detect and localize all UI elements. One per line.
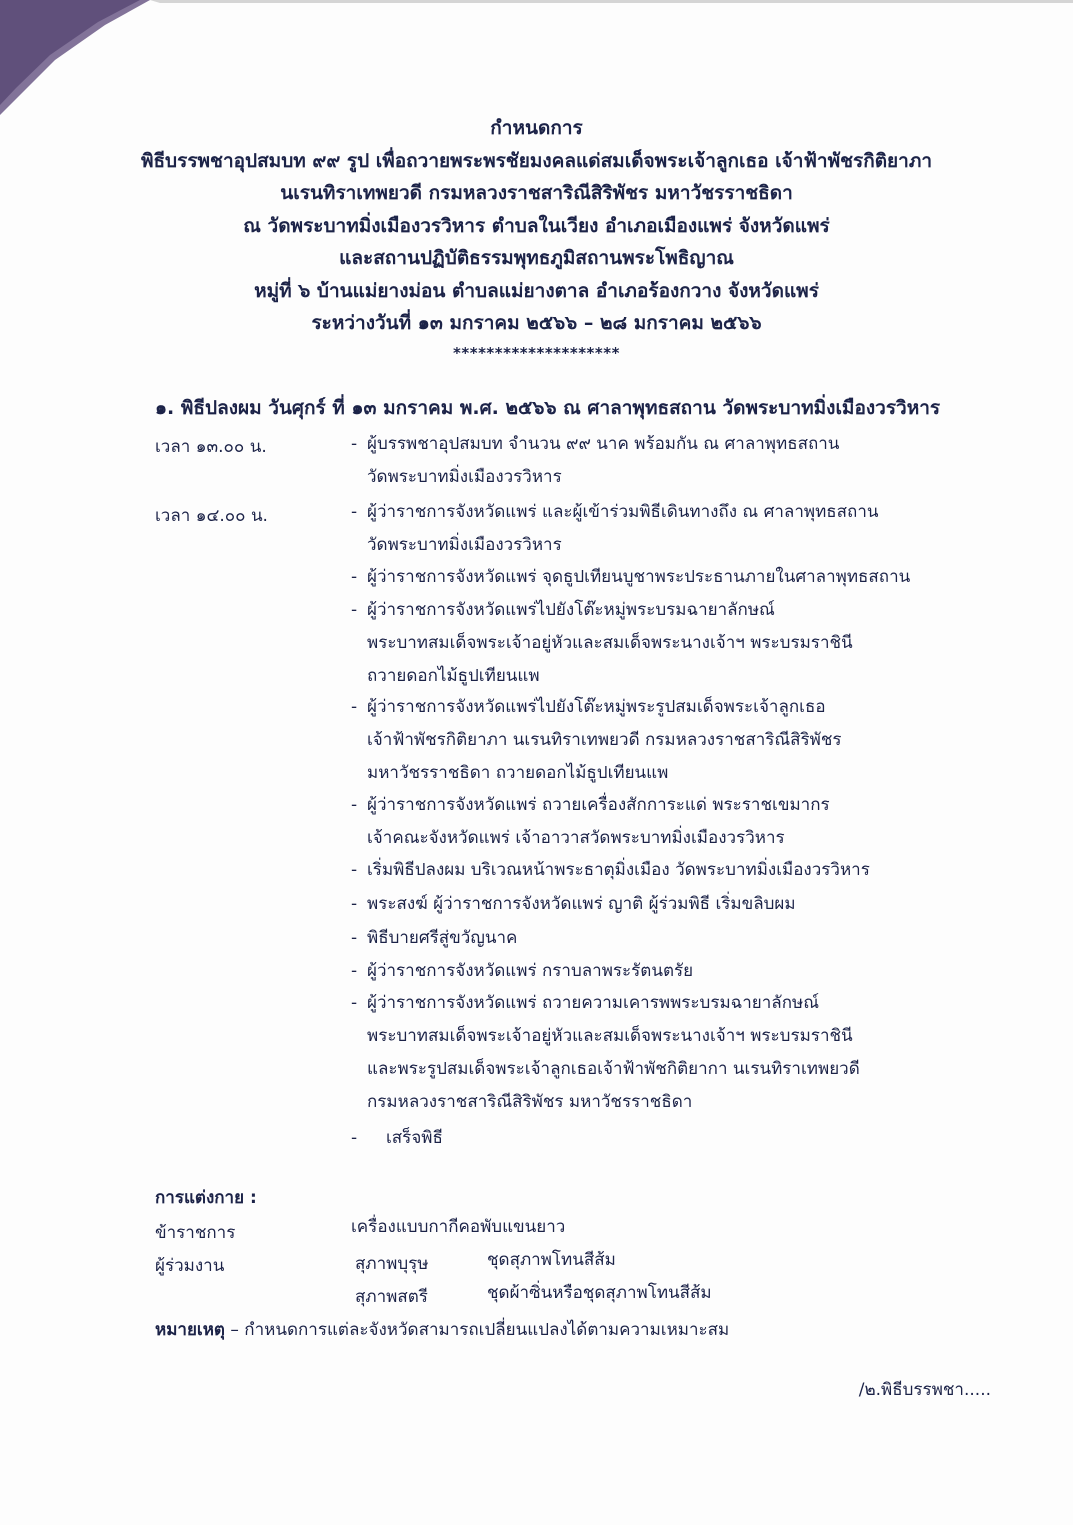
dress-value-officials: เครื่องแบบกากีคอพับแขนยาว [351, 1217, 566, 1237]
note-text: – กำหนดการแต่ละจังหวัดสามารถเปลี่ยนแปลงได้ตามความเหมาะสม [224, 1320, 730, 1340]
item-text: เจ้าคณะจังหวัดแพร่ เจ้าอาวาสวัดพระบาทมิ่งเมืองวรวิหาร [367, 828, 785, 848]
header-line: พิธีบรรพชาอุปสมบท ๙๙ รูป เพื่อถวายพระพรชัยมงคลแด่สมเด็จพระเจ้าลูกเธอ เจ้าฟ้าพัชรกิติยาภา [140, 149, 933, 172]
dress-label-staff: ผู้ร่วมงาน [155, 1256, 225, 1276]
item-text: ผู้ว่าราชการจังหวัดแพร่ไปยังโต๊ะหมู่พระรูปสมเด็จพระเจ้าลูกเธอ [367, 697, 826, 717]
item-text: มหาวัชรราชธิดา ถวายดอกไม้ธูปเทียนแพ [367, 763, 669, 783]
header-title: กำหนดการ [490, 117, 583, 139]
section-title: ๑. พิธีปลงผม วันศุกร์ ที่ ๑๓ มกราคม พ.ศ. ๒๕๖๖ ณ ศาลาพุทธสถาน วัดพระบาทมิ่งเมืองวรวิหาร [155, 397, 941, 419]
schedule-item [351, 922, 517, 955]
bullet-dash: - [351, 1128, 358, 1148]
schedule-item [351, 1122, 443, 1155]
item-text: กรมหลวงราชสาริณีสิริพัชร มหาวัชรราชธิดา [367, 1092, 693, 1112]
schedule-item [351, 888, 796, 921]
bullet-dash: - [351, 928, 358, 948]
item-text: พระสงฆ์ ผู้ว่าราชการจังหวัดแพร่ ญาติ ผู้ร่วมพิธี เริ่มขลิบผม [367, 894, 796, 914]
schedule-item [351, 496, 879, 562]
item-text: ผู้ว่าราชการจังหวัดแพร่ จุดธูปเทียนบูชาพระประธานภายในศาลาพุทธสถาน [367, 567, 911, 587]
item-text: วัดพระบาทมิ่งเมืองวรวิหาร [367, 467, 562, 487]
item-text: ผู้ว่าราชการจังหวัดแพร่ ถวายความเคารพพระบรมฉายาลักษณ์ [367, 993, 819, 1013]
schedule-item [351, 428, 839, 494]
schedule-item [351, 594, 853, 693]
header-line: หมู่ที่ ๖ บ้านแม่ยางม่อน ตำบลแม่ยางตาล อำเภอร้องกวาง จังหวัดแพร่ [254, 279, 819, 302]
bullet-dash: - [351, 567, 358, 587]
dress-label-officials: ข้าราชการ [155, 1223, 236, 1243]
schedule-item [351, 561, 910, 594]
header-line: ณ วัดพระบาทมิ่งเมืองวรวิหาร ตำบลในเวียง อำเภอเมืองแพร่ จังหวัดแพร่ [243, 214, 830, 237]
bullet-dash: - [351, 961, 358, 981]
item-text: ผู้บรรพชาอุปสมบท จำนวน ๙๙ นาค พร้อมกัน ณ ศาลาพุทธสถาน [367, 434, 840, 454]
item-text: ผู้ว่าราชการจังหวัดแพร่ กราบลาพระรัตนตรัย [367, 961, 694, 981]
time-label: เวลา ๑๔.๐๐ น. [155, 506, 268, 526]
header-divider: ******************** [453, 343, 620, 362]
schedule-item [351, 854, 870, 887]
bullet-dash: - [351, 502, 358, 522]
dress-label-women: สุภาพสตรี [355, 1287, 428, 1307]
bullet-dash: - [351, 434, 358, 454]
bullet-dash: - [351, 697, 358, 717]
continuation-footer: /๒.พิธีบรรพชา..... [858, 1380, 991, 1400]
item-text: เริ่มพิธีปลงผม บริเวณหน้าพระธาตุมิ่งเมือง วัดพระบาทมิ่งเมืองวรวิหาร [367, 860, 870, 880]
item-text: พระบาทสมเด็จพระเจ้าอยู่หัวและสมเด็จพระนางเจ้าฯ พระบรมราชินี [367, 1026, 853, 1046]
dress-label-men: สุภาพบุรุษ [355, 1254, 429, 1274]
document-header [0, 112, 1073, 366]
bullet-dash: - [351, 600, 358, 620]
item-text: พิธีบายศรีสู่ขวัญนาค [367, 928, 518, 948]
item-text: เสร็จพิธี [386, 1128, 443, 1148]
bullet-dash: - [351, 795, 358, 815]
schedule-item [351, 691, 842, 790]
dress-value-women: ชุดผ้าซิ่นหรือชุดสุภาพโทนสีส้ม [487, 1283, 712, 1303]
bullet-dash: - [351, 894, 358, 914]
item-text: เจ้าฟ้าพัชรกิติยาภา นเรนทิราเทพยวดี กรมหลวงราชสาริณีสิริพัชร [367, 730, 842, 750]
item-text: และพระรูปสมเด็จพระเจ้าลูกเธอเจ้าฟ้าพัชกิติยากา นเรนทิราเทพยวดี [367, 1059, 860, 1079]
item-text: วัดพระบาทมิ่งเมืองวรวิหาร [367, 535, 562, 555]
header-date-range: ระหว่างวันที่ ๑๓ มกราคม ๒๕๖๖ – ๒๘ มกราคม ๒๕๖๖ [311, 312, 762, 334]
dress-code-title: การแต่งกาย : [155, 1188, 257, 1208]
header-line: และสถานปฏิบัติธรรมพุทธภูมิสถานพระโพธิญาณ [339, 247, 734, 269]
bullet-dash: - [351, 993, 358, 1013]
schedule-item [351, 789, 830, 855]
item-text: ผู้ว่าราชการจังหวัดแพร่ ถวายเครื่องสักการะแด่ พระราชเขมากร [367, 795, 830, 815]
item-text: ผู้ว่าราชการจังหวัดแพร่ไปยังโต๊ะหมู่พระบรมฉายาลักษณ์ [367, 600, 775, 620]
bullet-dash: - [351, 860, 358, 880]
item-text: ผู้ว่าราชการจังหวัดแพร่ และผู้เข้าร่วมพิธีเดินทางถึง ณ ศาลาพุทธสถาน [367, 502, 879, 522]
time-label: เวลา ๑๓.๐๐ น. [155, 437, 267, 457]
dress-value-men: ชุดสุภาพโทนสีส้ม [487, 1250, 616, 1270]
header-line: นเรนทิราเทพยวดี กรมหลวงราชสาริณีสิริพัชร มหาวัชรราชธิดา [280, 182, 793, 204]
note-label: หมายเหตุ [155, 1320, 225, 1340]
note [155, 1316, 729, 1343]
item-text: ถวายดอกไม้ธูปเทียนแพ [367, 666, 540, 686]
schedule-item [351, 987, 860, 1119]
item-text: พระบาทสมเด็จพระเจ้าอยู่หัวและสมเด็จพระนางเจ้าฯ พระบรมราชินี [367, 633, 853, 653]
schedule-item [351, 955, 693, 988]
